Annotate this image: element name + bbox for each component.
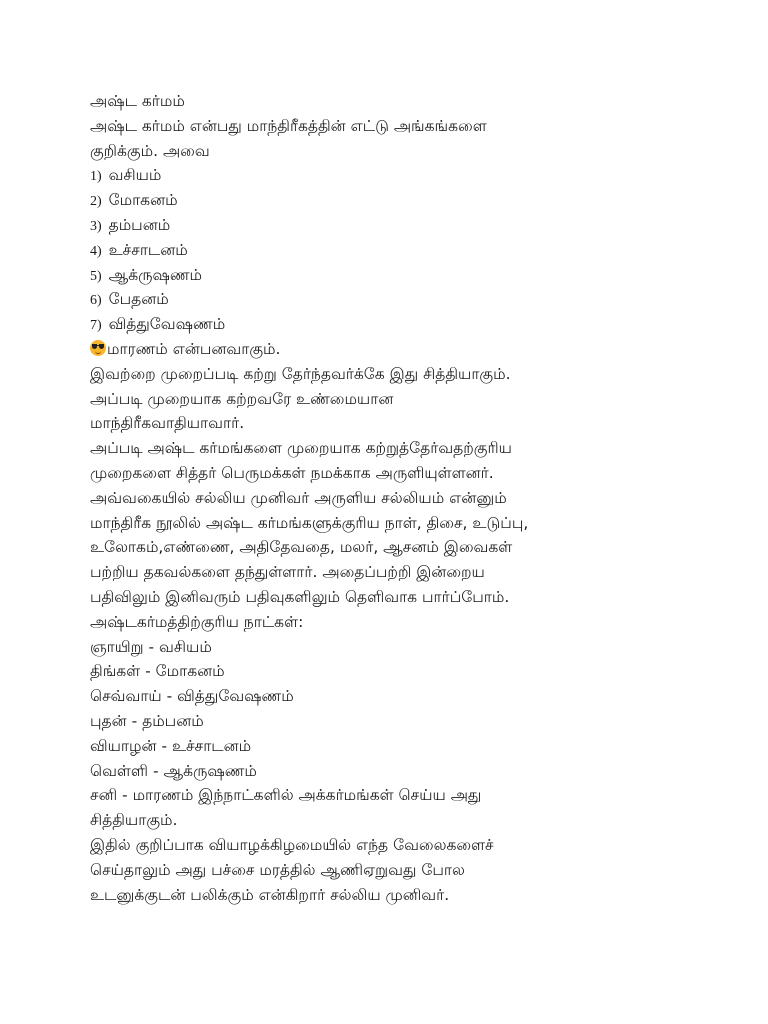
karma-name: மாரணம் என்பனவாகும். xyxy=(107,339,281,358)
document-body xyxy=(90,89,730,907)
karma-name: வசியம் xyxy=(108,166,162,185)
closing-line: உடனுக்குடன் பலிக்கும் என்கிறார் சல்லிய முனிவர். xyxy=(90,885,450,904)
karma-list-item xyxy=(90,312,730,337)
day-karma-line: சனி - மாரணம் இந்நாட்களில் அக்கர்மங்கள் செய்ய அது xyxy=(90,786,482,805)
paragraph-line: அப்படி அஷ்ட கர்மங்களை முறையாக கற்றுத்தேர்வதற்குரிய xyxy=(90,439,512,458)
list-number: 6) xyxy=(90,293,102,309)
paragraph-line: பற்றிய தகவல்களை தந்துள்ளார். அதைப்பற்றி இன்றைய xyxy=(90,563,485,582)
karma-list-item xyxy=(90,213,730,238)
paragraph-line: பதிவிலும் இனிவரும் பதிவுகளிலும் தெளிவாக பார்ப்போம். xyxy=(90,587,510,606)
list-number: 7) xyxy=(90,318,102,334)
list-number: 4) xyxy=(90,243,102,259)
karma-list-item xyxy=(90,263,730,288)
karma-list-item xyxy=(90,163,730,188)
paragraph-line: உலோகம்,எண்ணை, அதிதேவதை, மலர், ஆசனம் இவைகள் xyxy=(90,538,513,557)
day-karma-line: வியாழன் - உச்சாடனம் xyxy=(90,736,252,755)
karma-list-item xyxy=(90,188,730,213)
day-karma-line: புதன் - தம்பனம் xyxy=(90,711,204,730)
intro-line: குறிக்கும். அவை xyxy=(90,141,210,160)
karma-list-item-eighth xyxy=(90,337,730,362)
paragraph-line: அப்படி முறையாக கற்றவரே உண்மையான xyxy=(90,389,394,408)
document-title: அஷ்ட கர்மம் xyxy=(90,92,185,110)
intro-line: அஷ்ட கர்மம் என்பது மாந்திரீகத்தின் எட்டு அங்கங்களை xyxy=(90,116,487,135)
karma-name: பேதனம் xyxy=(108,290,169,309)
sunglasses-face-emoji-icon xyxy=(90,340,106,356)
karma-list-item xyxy=(90,238,730,263)
list-number: 3) xyxy=(90,218,102,234)
karma-list-item xyxy=(90,287,730,312)
paragraph-line: சித்தியாகும். xyxy=(90,811,178,830)
day-karma-line: ஞாயிறு - வசியம் xyxy=(90,637,212,656)
paragraph-line: முறைகளை சித்தர் பெருமக்கள் நமக்காக அருளியுள்ளனர். xyxy=(90,463,494,482)
day-karma-line: வெள்ளி - ஆக்ருஷணம் xyxy=(90,761,257,780)
closing-line: இதில் குறிப்பாக வியாழக்கிழமையில் எந்த வேலைகளைச் xyxy=(90,835,494,854)
paragraph-line: மாந்திரீகவாதியாவார். xyxy=(90,414,245,433)
list-number: 1) xyxy=(90,169,102,185)
karma-name: உச்சாடனம் xyxy=(108,240,188,259)
list-number: 2) xyxy=(90,194,102,210)
closing-line: செய்தாலும் அது பச்சை மரத்தில் ஆணிஏறுவது போல xyxy=(90,860,465,879)
list-number: 5) xyxy=(90,268,102,284)
karma-name: மோகனம் xyxy=(108,191,178,210)
section-heading: அஷ்டகர்மத்திற்குரிய நாட்கள்: xyxy=(90,612,304,631)
paragraph-line: மாந்திரீக நூலில் அஷ்ட கர்மங்களுக்குரிய நாள், திசை, உடுப்பு, xyxy=(90,513,529,532)
paragraph-line: அவ்வகையில் சல்லிய முனிவர் அருளிய சல்லியம் என்னும் xyxy=(90,488,507,507)
karma-name: வித்துவேஷணம் xyxy=(108,315,226,334)
day-karma-line: செவ்வாய் - வித்துவேஷணம் xyxy=(90,687,294,706)
paragraph-line: இவற்றை முறைப்படி கற்று தேர்ந்தவர்க்கே இது சித்தியாகும். xyxy=(90,364,511,383)
karma-name: தம்பனம் xyxy=(108,215,171,234)
day-karma-line: திங்கள் - மோகனம் xyxy=(90,662,225,681)
karma-name: ஆக்ருஷணம் xyxy=(108,265,203,284)
